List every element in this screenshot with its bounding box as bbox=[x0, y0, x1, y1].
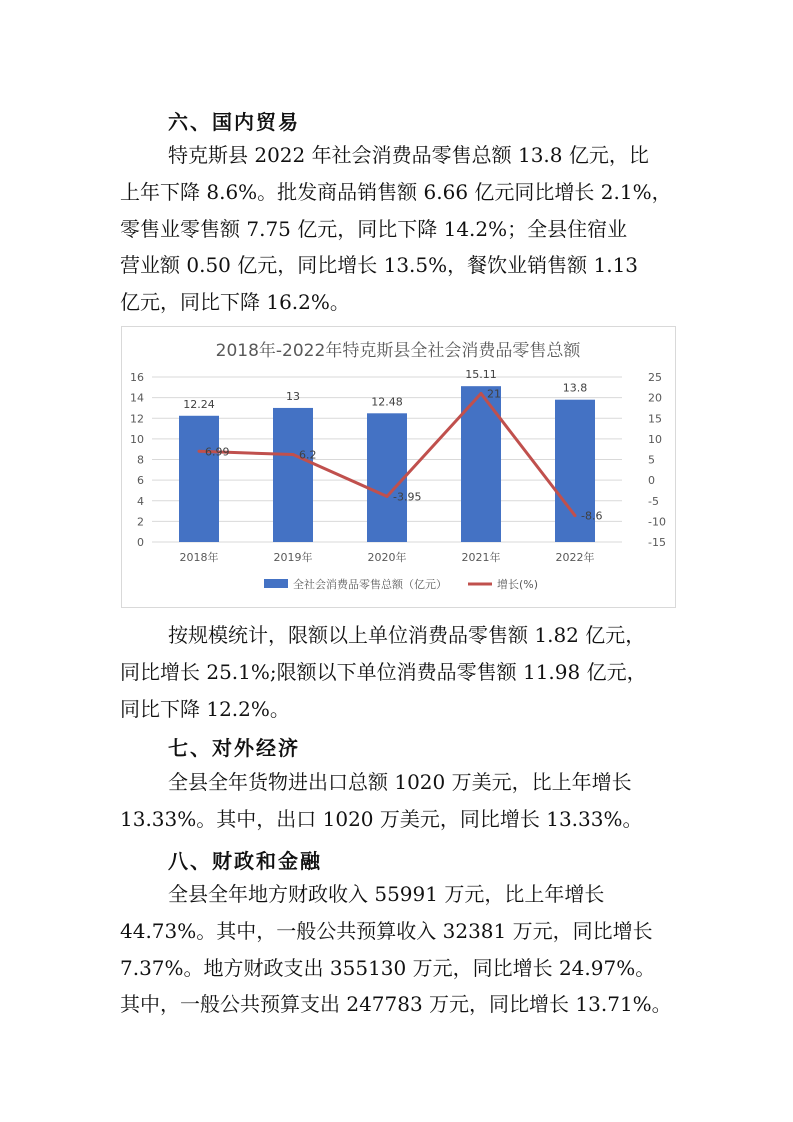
text-line: 零售业零售额 7.75 亿元，同比下降 14.2%；全县住宿业 bbox=[120, 216, 628, 241]
right-axis-tick: 0 bbox=[648, 474, 655, 488]
text-line: 44.73%。其中，一般公共预算收入 32381 万元，同比增长 bbox=[120, 918, 653, 943]
text-line: 特克斯县 2022 年社会消费品零售总额 13.8 亿元，比 bbox=[168, 143, 649, 167]
bar-value-label: 13.8 bbox=[562, 381, 588, 395]
text-line: 全县全年货物进出口总额 1020 万美元，比上年增长 bbox=[168, 770, 632, 794]
bar bbox=[273, 408, 313, 542]
section6-paragraph1 bbox=[120, 137, 672, 321]
text-line: 同比增长 25.1%;限额以下单位消费品零售额 11.98 亿元， bbox=[120, 659, 647, 684]
bar bbox=[367, 413, 407, 542]
legend-label-bar: 全社会消费品零售总额（亿元） bbox=[293, 578, 447, 591]
retail-sales-chart bbox=[121, 326, 676, 608]
text-line: 其中，一般公共预算支出 247783 万元，同比增长 13.71%。 bbox=[120, 992, 672, 1017]
x-axis-tick: 2022年 bbox=[555, 551, 595, 564]
legend-label-line: 增长(%) bbox=[497, 578, 539, 591]
left-axis-tick: 16 bbox=[130, 371, 144, 384]
right-axis-tick: 10 bbox=[648, 432, 662, 446]
right-axis-tick: -15 bbox=[648, 536, 666, 549]
x-axis-tick: 2021年 bbox=[461, 551, 501, 564]
left-axis-tick: 2 bbox=[137, 515, 144, 529]
growth-value-label: 21 bbox=[487, 387, 501, 401]
text-line: 7.37%。地方财政支出 355130 万元，同比增长 24.97%。 bbox=[120, 955, 656, 980]
chart-canvas bbox=[122, 327, 675, 607]
bar bbox=[179, 416, 219, 542]
left-axis-tick: 6 bbox=[137, 474, 144, 488]
x-axis-tick: 2018年 bbox=[179, 551, 219, 564]
text-line: 亿元，同比下降 16.2%。 bbox=[120, 290, 350, 315]
section8-paragraph bbox=[120, 876, 672, 1023]
bar-value-label: 12.24 bbox=[183, 397, 215, 411]
left-axis-tick: 8 bbox=[137, 453, 144, 467]
section7-heading: 七、对外经济 bbox=[168, 736, 300, 760]
right-axis-tick: 5 bbox=[648, 453, 655, 467]
left-axis-tick: 4 bbox=[137, 494, 144, 508]
section7-paragraph bbox=[120, 764, 672, 838]
growth-point bbox=[480, 392, 483, 395]
bar-value-label: 13 bbox=[286, 389, 300, 403]
text-line: 全县全年地方财政收入 55991 万元，比上年增长 bbox=[168, 882, 605, 906]
growth-value-label: -8.6 bbox=[581, 509, 603, 523]
growth-value-label: 6.99 bbox=[205, 445, 230, 459]
growth-point bbox=[292, 453, 295, 456]
right-axis-tick: 25 bbox=[648, 371, 662, 384]
right-axis-tick: 20 bbox=[648, 391, 662, 405]
text-line: 同比下降 12.2%。 bbox=[120, 696, 290, 721]
left-axis-tick: 10 bbox=[130, 432, 144, 446]
growth-point bbox=[386, 495, 389, 498]
chart-title: 2018年-2022年特克斯县全社会消费品零售总额 bbox=[215, 341, 581, 361]
text-line: 上年下降 8.6%。批发商品销售额 6.66 亿元同比增长 2.1%， bbox=[120, 179, 672, 204]
growth-point bbox=[574, 514, 577, 517]
x-axis-tick: 2020年 bbox=[367, 551, 407, 564]
left-axis-tick: 0 bbox=[137, 536, 144, 549]
growth-value-label: 6.2 bbox=[299, 448, 317, 462]
text-line: 营业额 0.50 亿元，同比增长 13.5%，餐饮业销售额 1.13 bbox=[120, 253, 639, 278]
left-axis-tick: 12 bbox=[130, 412, 144, 426]
right-axis-tick: 15 bbox=[648, 412, 662, 426]
section6-heading: 六、国内贸易 bbox=[168, 110, 300, 134]
right-axis-tick: -5 bbox=[648, 494, 659, 508]
bar-value-label: 12.48 bbox=[371, 395, 403, 409]
growth-point bbox=[198, 450, 201, 453]
bar-value-label: 15.11 bbox=[465, 368, 497, 382]
left-axis-tick: 14 bbox=[130, 391, 144, 405]
section6-paragraph2 bbox=[120, 617, 672, 727]
section8-heading: 八、财政和金融 bbox=[168, 849, 322, 873]
legend-swatch-bar bbox=[264, 579, 288, 588]
text-line: 13.33%。其中，出口 1020 万美元，同比增长 13.33%。 bbox=[120, 806, 643, 831]
text-line: 按规模统计，限额以上单位消费品零售额 1.82 亿元， bbox=[168, 623, 646, 647]
growth-value-label: -3.95 bbox=[393, 490, 422, 504]
right-axis-tick: -10 bbox=[648, 515, 666, 529]
x-axis-tick: 2019年 bbox=[273, 551, 313, 564]
